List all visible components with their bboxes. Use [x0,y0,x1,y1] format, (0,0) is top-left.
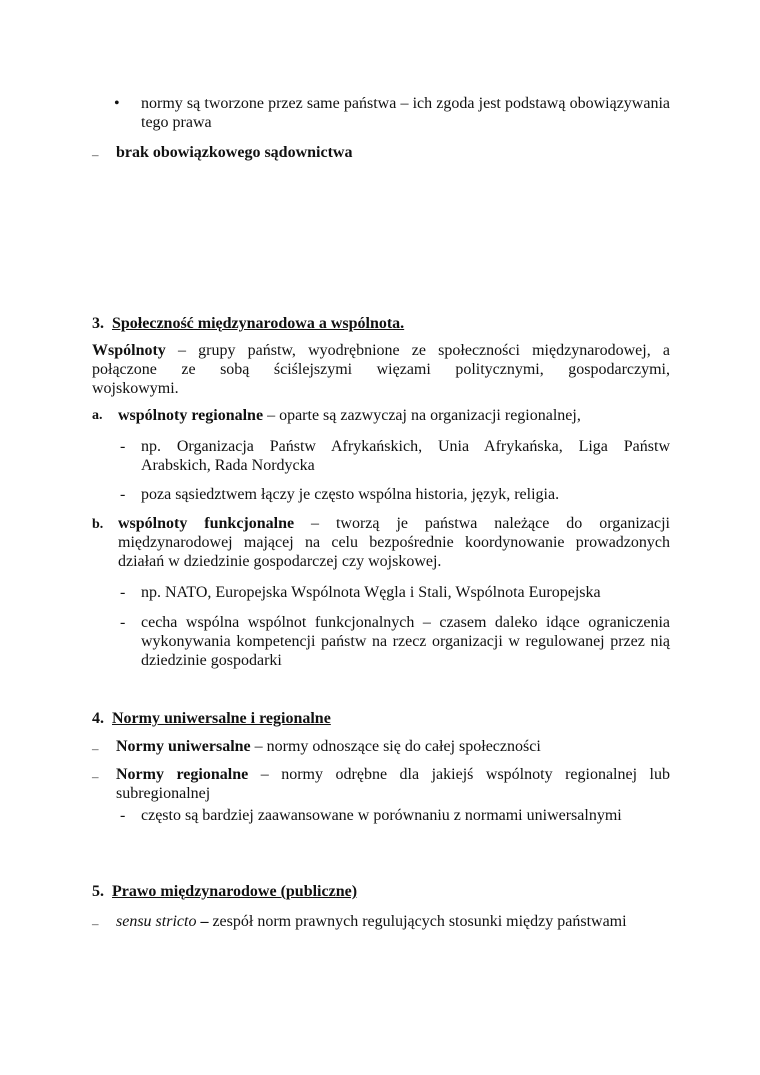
dash-marker: – [92,916,99,931]
sub-item-text: np. NATO, Europejska Wspólnota Węgla i Stali, Wspólnota Europejska [141,584,601,601]
definition-term: Wspólnoty [92,342,166,359]
item-text: – normy odnoszące się do całej społeczności [250,738,541,755]
section-title: Społeczność międzynarodowa a wspólnota. [112,315,405,332]
item-dash: – [196,913,213,930]
section-number: 4. [92,710,104,727]
mandatory-court-note: brak obowiązkowego sądownictwa [116,144,353,161]
sensu-stricto-item [116,912,670,931]
sub-item-text: poza sąsiedztwem łączy je często wspólna historia, język, religia. [141,486,560,503]
sub-marker: - [120,438,126,455]
section-4-heading [92,709,331,728]
item-text: – tworzą je państwa należące do organizacji międzynarodowej mającej na celu bezpośrednie koordynowanie prowadzonych działań w dziedzinie gospodarczej czy wojskowej. [118,515,670,570]
definition-text: – grupy państw, wyodrębnione ze społeczności międzynarodowej, a połączone ze sobą ściślejszymi więzami politycznymi, gospodarczymi, [92,342,670,378]
section-3-heading [92,314,404,333]
section-number: 3. [92,315,104,332]
dash-marker: – [92,769,99,784]
sub-item-text: często są bardziej zaawansowane w porównaniu z normami uniwersalnymi [141,807,622,824]
list-marker-a: a. [92,408,103,423]
item-term: Normy regionalne [116,766,249,783]
item-term: wspólnoty regionalne [118,407,264,424]
section-5-heading [92,882,357,901]
item-term: sensu stricto [116,913,197,930]
sub-marker: - [120,486,126,503]
item-text: – oparte są zazwyczaj na organizacji regionalnej, [263,407,581,424]
section-title: Prawo międzynarodowe (publiczne) [112,883,358,900]
sub-marker: - [120,807,126,824]
list-marker-b: b. [92,517,104,532]
definition-paragraph [92,341,670,379]
definition-paragraph-end: wojskowymi. [92,380,179,397]
dash-marker: – [92,741,99,756]
sub-marker: - [120,584,126,601]
item-term: wspólnoty funkcjonalne [118,515,295,532]
regional-norms-item [116,765,670,803]
universal-norms-item [116,737,670,756]
section-number: 5. [92,883,104,900]
item-text: – normy odrębne dla jakiejś wspólnoty regionalnej lub subregionalnej [116,766,671,802]
functional-communities-item [118,514,670,571]
sub-item-text-end: Arabskich, Rada Nordycka [141,457,315,474]
sub-item-text: np. Organizacja Państw Afrykańskich, Unia Afrykańska, Liga Państw [141,438,670,455]
section-title: Normy uniwersalne i regionalne [112,710,331,727]
bullet-marker: • [114,95,120,112]
regional-communities-item [118,406,670,425]
sub-marker: - [120,614,126,631]
sub-item-text: cecha wspólna wspólnot funkcjonalnych – czasem daleko idące ograniczenia wykonywania kompetencji państw na rzecz organizacji w regulowanej przez nią dziedzinie gospodarki [141,614,670,669]
item-text: zespół norm prawnych regulujących stosunki między państwami [212,913,627,930]
bullet-item-text: normy są tworzone przez same państwa – ich zgoda jest podstawą obowiązywania tego prawa [141,95,670,131]
item-term: Normy uniwersalne [116,738,251,755]
dash-marker: – [92,147,99,162]
